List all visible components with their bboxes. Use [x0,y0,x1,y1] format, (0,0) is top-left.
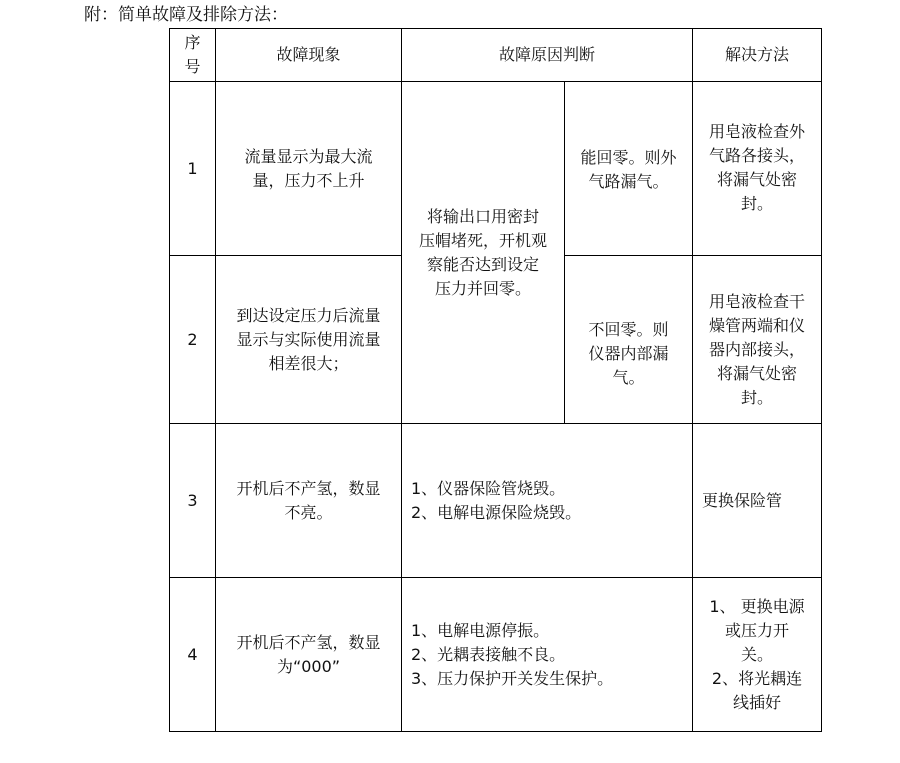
symptom-cell [216,256,402,424]
text-line: 不回零。则 [588,320,669,339]
text-line: 到达设定压力后流量 [236,305,381,325]
text-line: 将输出口用密封 [426,206,539,226]
text-line: 将漏气处密 [717,170,798,189]
text-line: 气路漏气。 [588,172,669,191]
row-index: 1 [170,82,216,256]
text-line: 将漏气处密 [717,364,798,383]
text-line: 流量显示为最大流 [244,146,373,166]
cause-item: 1、仪器保险管烧毁。 [411,478,566,498]
text-line: 用皂液检查外 [709,122,806,141]
text-line: 封。 [741,194,774,213]
text-line: 开机后不产氢，数显 [236,478,381,498]
row-index: 3 [170,424,216,578]
text-line: 2、将光耦连 [711,668,803,688]
text-line: 显示与实际使用流量 [236,329,381,349]
cause-item: 3、压力保护开关发生保护。 [411,668,614,688]
symptom-cell [216,424,402,578]
cause-item: 2、光耦表接触不良。 [411,644,566,664]
text-line: 气。 [612,368,645,387]
text-line: 仪器内部漏 [588,344,669,363]
text-line: 为“000” [276,656,341,676]
table-row [170,578,822,732]
table-row [170,82,822,256]
solution-cell: 更换保险管 [693,424,822,578]
text-line: 序 [184,33,201,52]
cause-item: 2、电解电源保险烧毁。 [411,502,582,522]
symptom-cell [216,578,402,732]
table-row [170,424,822,578]
text-line: 压帽堵死，开机观 [418,230,547,250]
fault-table [169,28,822,732]
cause-cell [402,578,693,732]
text-line: 压力并回零。 [434,278,531,298]
header-solution: 解决方法 [693,29,822,82]
text-line: 号 [184,57,201,76]
result-cell [565,256,693,424]
cause-cell [402,424,693,578]
text-line: 1、 更换电源 [709,596,805,616]
document-heading: 附：简单故障及排除方法： [84,5,288,25]
result-cell [565,82,693,256]
text-line: 封。 [741,388,774,407]
solution-cell [693,82,822,256]
text-line: 量，压力不上升 [252,170,365,190]
shared-check-cell [402,82,565,424]
text-line: 能回零。则外 [580,148,677,167]
solution-cell [693,256,822,424]
symptom-cell [216,82,402,256]
text-line: 开机后不产氢，数显 [236,632,381,652]
cause-item: 1、电解电源停振。 [411,620,550,640]
text-line: 线插好 [733,692,782,712]
row-index: 2 [170,256,216,424]
text-line: 用皂液检查干 [709,292,806,311]
text-line: 不亮。 [284,502,333,522]
text-line: 察能否达到设定 [426,254,539,274]
text-line: 或压力开 [725,620,790,640]
header-symptom: 故障现象 [216,29,402,82]
text-line: 相差很大； [268,353,349,373]
header-index [170,29,216,82]
text-line: 关。 [741,644,774,664]
header-row [170,29,822,82]
text-line: 气路各接头， [709,146,806,165]
row-index: 4 [170,578,216,732]
header-cause: 故障原因判断 [402,29,693,82]
text-line: 燥管两端和仪 [709,316,806,335]
solution-cell [693,578,822,732]
text-line: 器内部接头， [709,340,806,359]
